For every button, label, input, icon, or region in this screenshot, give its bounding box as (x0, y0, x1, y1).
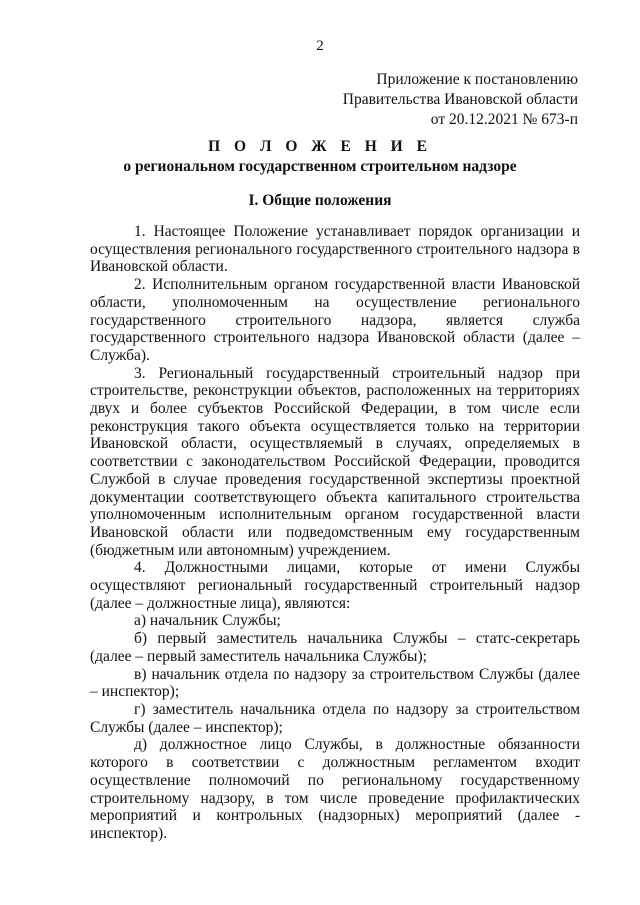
list-item: г) заместитель начальника отдела по надзору за строительством Службы (далее – инспектор); (90, 700, 580, 736)
page-number: 2 (316, 38, 324, 54)
paragraph: 4. Должностными лицами, которые от имени Службы осуществляют региональный государственный строительный надзор (далее – должностные лица), являются: (90, 559, 580, 612)
paragraph: 2. Исполнительным органом государственной власти Ивановской области, уполномоченным на осуществление регионального государственного строительного надзора, является служба государственного строительного надзора Ивановской области (далее – Служба). (90, 276, 580, 364)
section-heading: I. Общие положения (248, 192, 392, 209)
document-body (90, 223, 580, 843)
list-item: б) первый заместитель начальника Службы – статс-секретарь (далее – первый заместитель начальника Службы); (90, 630, 580, 665)
appendix-line: от 20.12.2021 № 673-п (430, 111, 578, 128)
appendix-line: Правительства Ивановской области (342, 91, 578, 108)
paragraph: 3. Региональный государственный строительный надзор при строительстве, реконструкции объектов, расположенных на территориях двух и более субъектов Российской Федерации, в том числе если реконструкция такого объекта осуществляется только на территории Ивановской области, осуществляемый в случаях, определяемых в соответствии с законодательством Российской Федерации, проводится Службой в случае проведения государственной экспертизы проектной документации соответствующего объекта капитального строительства уполномоченным исполнительным органом государственной власти Ивановской области или подведомственным ему государственным (бюджетным или автономным) учреждением. (90, 364, 580, 559)
list-item: а) начальник Службы; (134, 612, 281, 630)
paragraph: 1. Настоящее Положение устанавливает порядок организации и осуществления регионального государственного строительного надзора в Ивановской области. (90, 223, 580, 276)
appendix-line: Приложение к постановлению (376, 71, 578, 88)
list-item: д) должностное лицо Службы, в должностные обязанности которого в соответствии с должностным регламентом входит осуществление полномочий по региональному государственному строительному надзору, в том числе проведение профилактических мероприятий и контрольных (надзорных) мероприятий (далее - инспектор). (90, 736, 580, 842)
appendix-block (343, 70, 578, 130)
list-item: в) начальник отдела по надзору за строительством Службы (далее – инспектор); (90, 665, 580, 701)
document-title: П О Л О Ж Е Н И Е (208, 138, 432, 155)
document-subtitle: о региональном государственном строительном надзоре (123, 158, 517, 175)
